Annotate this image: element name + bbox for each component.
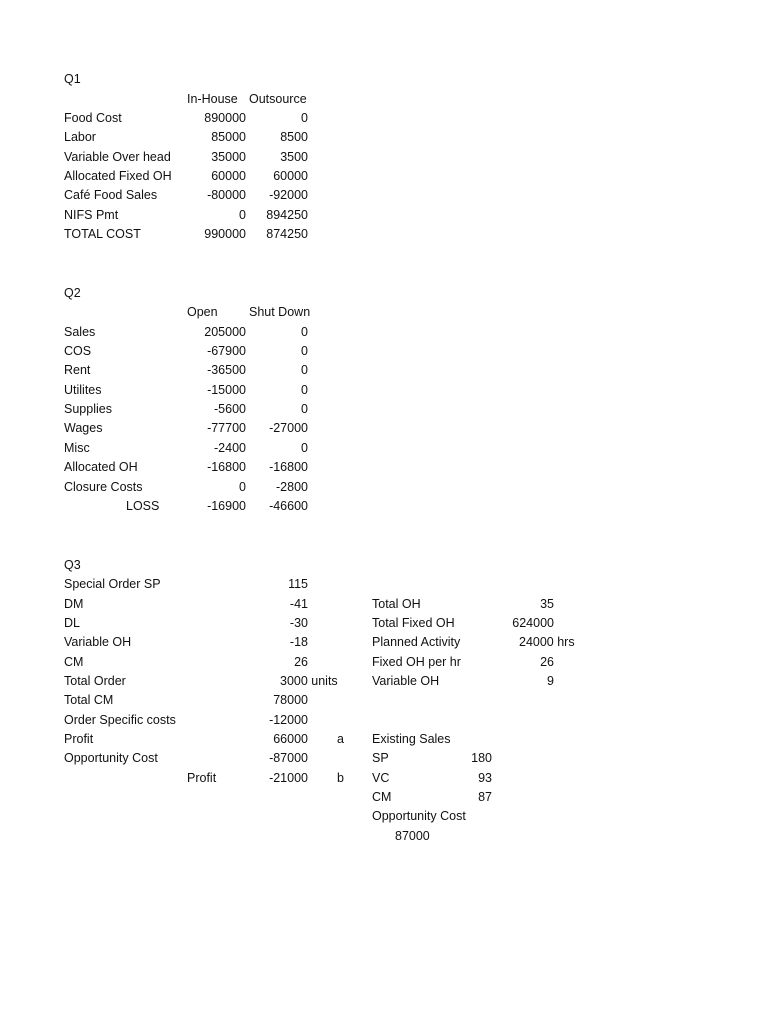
existing-sales-value: 87 [478,790,492,804]
q1-row-label: TOTAL COST [64,227,141,241]
q1-header-in-house: In-House [187,92,238,106]
q1-in-house-value: 0 [239,208,246,222]
existing-sales-opportunity-value: 87000 [395,829,430,843]
q1-outsource-value: -92000 [269,188,308,202]
q3-row-value: -12000 [269,713,308,727]
q2-open-value: -16800 [207,460,246,474]
q1-in-house-value: -80000 [207,188,246,202]
q3-row-value: 66000 [273,732,308,746]
q1-row-label: Variable Over head [64,150,171,164]
q3-row-value: 26 [294,655,308,669]
q1-outsource-value: 894250 [266,208,308,222]
q3-row-value: -87000 [269,751,308,765]
q2-row-label: Rent [64,363,91,377]
q3-row-value: 78000 [273,693,308,707]
q1-in-house-value: 35000 [211,150,246,164]
q3-row-label: Special Order SP [64,577,161,591]
q1-row-label: Food Cost [64,111,122,125]
oh-row-value: 24000 hrs [519,635,575,649]
existing-sales-value: 93 [478,771,492,785]
q1-row-label: Allocated Fixed OH [64,169,172,183]
q3-profit-b-label: Profit [187,771,217,785]
q2-open-value: -77700 [207,421,246,435]
q1-row-label: Café Food Sales [64,188,158,202]
q1-header-outsource: Outsource [249,92,307,106]
existing-sales-title: Existing Sales [372,732,451,746]
q3-row-label: Variable OH [64,635,132,649]
oh-row-value: 624000 [512,616,554,630]
oh-row-value: 35 [540,597,554,611]
q2-shut-down-value: 0 [301,441,308,455]
q1-in-house-value: 890000 [204,111,246,125]
q3-row-label: Opportunity Cost [64,751,158,765]
q2-shut-down-value: 0 [301,363,308,377]
q3-row-value: 3000 units [280,674,338,688]
oh-row-label: Fixed OH per hr [372,655,461,669]
q2-shut-down-value: 0 [301,344,308,358]
q2-open-value: -2400 [214,441,246,455]
q1-row-label: NIFS Pmt [64,208,119,222]
q2-open-value: -67900 [207,344,246,358]
q1-title: Q1 [64,72,81,86]
q2-shut-down-value: 0 [301,402,308,416]
q3-note-b: b [337,771,344,785]
q3-row-label: DL [64,616,80,630]
existing-sales-label: SP [372,751,389,765]
q1-in-house-value: 990000 [204,227,246,241]
q2-shut-down-value: -16800 [269,460,308,474]
q2-shut-down-value: -46600 [269,499,308,513]
oh-row-label: Total OH [372,597,421,611]
q3-row-label: Total CM [64,693,114,707]
q2-row-label: Closure Costs [64,480,143,494]
q2-shut-down-value: -2800 [276,480,308,494]
q2-row-label: Wages [64,421,103,435]
q2-header-open: Open [187,305,218,319]
q3-row-label: DM [64,597,84,611]
q2-row-label: Supplies [64,402,112,416]
q2-open-value: -5600 [214,402,246,416]
oh-row-label: Planned Activity [372,635,461,649]
q2-header-shut-down: Shut Down [249,305,311,319]
existing-sales-opportunity-label: Opportunity Cost [372,809,466,823]
oh-row-label: Variable OH [372,674,440,688]
oh-row-label: Total Fixed OH [372,616,455,630]
q3-title: Q3 [64,558,81,572]
q3-row-label: Profit [64,732,94,746]
q3-row-label: Total Order [64,674,126,688]
q1-outsource-value: 0 [301,111,308,125]
q2-open-value: 0 [239,480,246,494]
q1-outsource-value: 3500 [280,150,308,164]
q1-outsource-value: 60000 [273,169,308,183]
q2-open-value: -36500 [207,363,246,377]
existing-sales-label: VC [372,771,390,785]
existing-sales-label: CM [372,790,392,804]
q3-row-value: -18 [289,635,308,649]
q2-shut-down-value: -27000 [269,421,308,435]
q2-loss-label: LOSS [126,499,160,513]
q3-profit-b-value: -21000 [269,771,308,785]
q2-open-value: -15000 [207,383,246,397]
q2-shut-down-value: 0 [301,383,308,397]
oh-row-value: 26 [540,655,554,669]
q1-outsource-value: 8500 [280,130,308,144]
q2-row-label: Allocated OH [64,460,138,474]
q3-note-a: a [337,732,344,746]
q2-shut-down-value: 0 [301,325,308,339]
q3-row-label: Order Specific costs [64,713,176,727]
q3-row-value: -41 [289,597,308,611]
q2-open-value: 205000 [204,325,246,339]
q2-row-label: Misc [64,441,90,455]
q1-in-house-value: 85000 [211,130,246,144]
q2-row-label: Utilites [64,383,102,397]
q2-title: Q2 [64,286,81,300]
q2-open-value: -16900 [207,499,246,513]
q3-row-value: -30 [289,616,308,630]
q3-row-label: CM [64,655,84,669]
existing-sales-value: 180 [471,751,492,765]
q2-row-label: COS [64,344,92,358]
q1-in-house-value: 60000 [211,169,246,183]
q1-outsource-value: 874250 [266,227,308,241]
q1-row-label: Labor [64,130,96,144]
q3-row-value: 115 [288,577,308,591]
oh-row-value: 9 [547,674,554,688]
q2-row-label: Sales [64,325,96,339]
